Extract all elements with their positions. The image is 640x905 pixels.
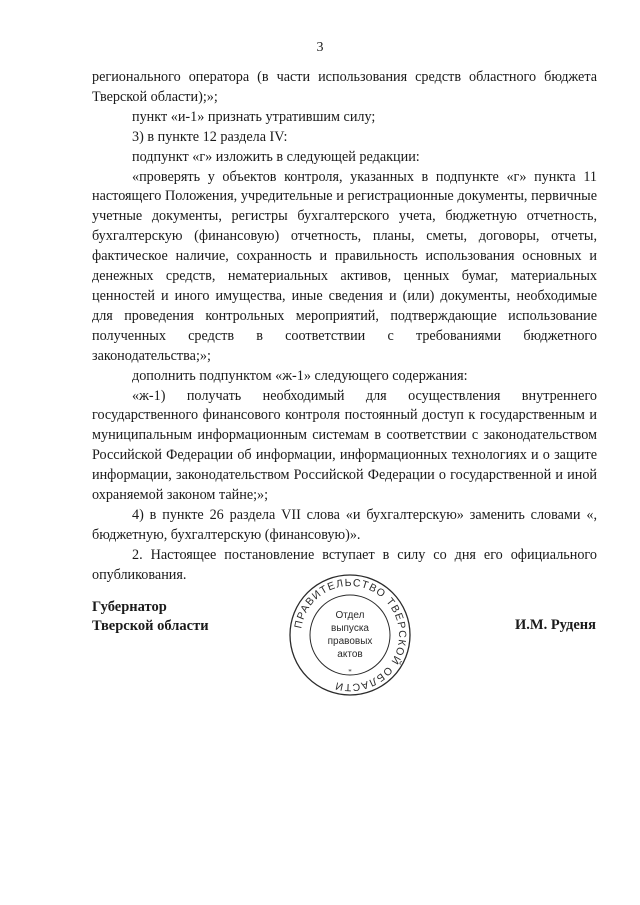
signature-title xyxy=(92,598,209,636)
paragraph: 2. Настоящее постановление вступает в силу со дня его официального опубликования. xyxy=(92,546,597,583)
paragraph: «проверять у объектов контроля, указанных в подпункте «г» пункта 11 настоящего Положения, учредительные и регистрационные документы, первичные учетные документы, регистры бухгалтерского учета, бюджетную отчетность, бухгалтерскую (финансовую) отчетность, планы, сметы, договоры, отчеты, фактическое наличие, сохранность и правильность использования основных и денежных средств, нематериальных активов, ценных бумаг, материальных ценностей и иного имущества, иные сведения и (или) документы, необходимые для проведения контрольных мероприятий, подтверждающие использование полученных средств в соответствии с требованиями бюджетного законодательства;»; xyxy=(92,168,597,364)
signatory-name: И.М. Руденя xyxy=(514,617,596,633)
stamp-line: актов xyxy=(337,649,363,660)
paragraph: «ж-1) получать необходимый для осуществления внутреннего государственного финансового контроля постоянный доступ к государственным и муниципальным информационным системам в соответствии с законодательством Российской Федерации об информации, информационных технологиях и о защите информации, законодательством Российской Федерации о государственной и иной охраняемой законом тайне;»; xyxy=(92,387,597,504)
stamp-line: Отдел xyxy=(335,610,365,621)
stamp-ring-text: ПРАВИТЕЛЬСТВО ТВЕРСКОЙ ОБЛАСТИ xyxy=(292,576,409,694)
stamp-star: * xyxy=(348,668,352,676)
document-body xyxy=(92,68,597,586)
paragraph: подпункт «г» изложить в следующей редакции: xyxy=(132,148,420,165)
official-stamp xyxy=(288,573,412,697)
page-number: 3 xyxy=(316,40,324,55)
paragraph: 4) в пункте 26 раздела VII слова «и бухгалтерскую» заменить словами «, бюджетную, бухгалтерскую (финансовую)». xyxy=(92,506,597,543)
paragraph: дополнить подпунктом «ж-1» следующего содержания: xyxy=(132,367,468,384)
signature-title-line: Губернатор xyxy=(92,599,167,615)
stamp-line: выпуска xyxy=(331,623,369,634)
stamp-line: правовых xyxy=(327,636,373,647)
paragraph: пункт «и-1» признать утратившим силу; xyxy=(132,108,376,125)
paragraph: регионального оператора (в части использования средств областного бюджета Тверской области);»; xyxy=(92,69,597,105)
stamp-outer-ring xyxy=(290,575,410,695)
stamp-inner-ring xyxy=(310,595,390,675)
paragraph: 3) в пункте 12 раздела IV: xyxy=(132,128,288,145)
signature-title-line: Тверской области xyxy=(92,618,209,634)
